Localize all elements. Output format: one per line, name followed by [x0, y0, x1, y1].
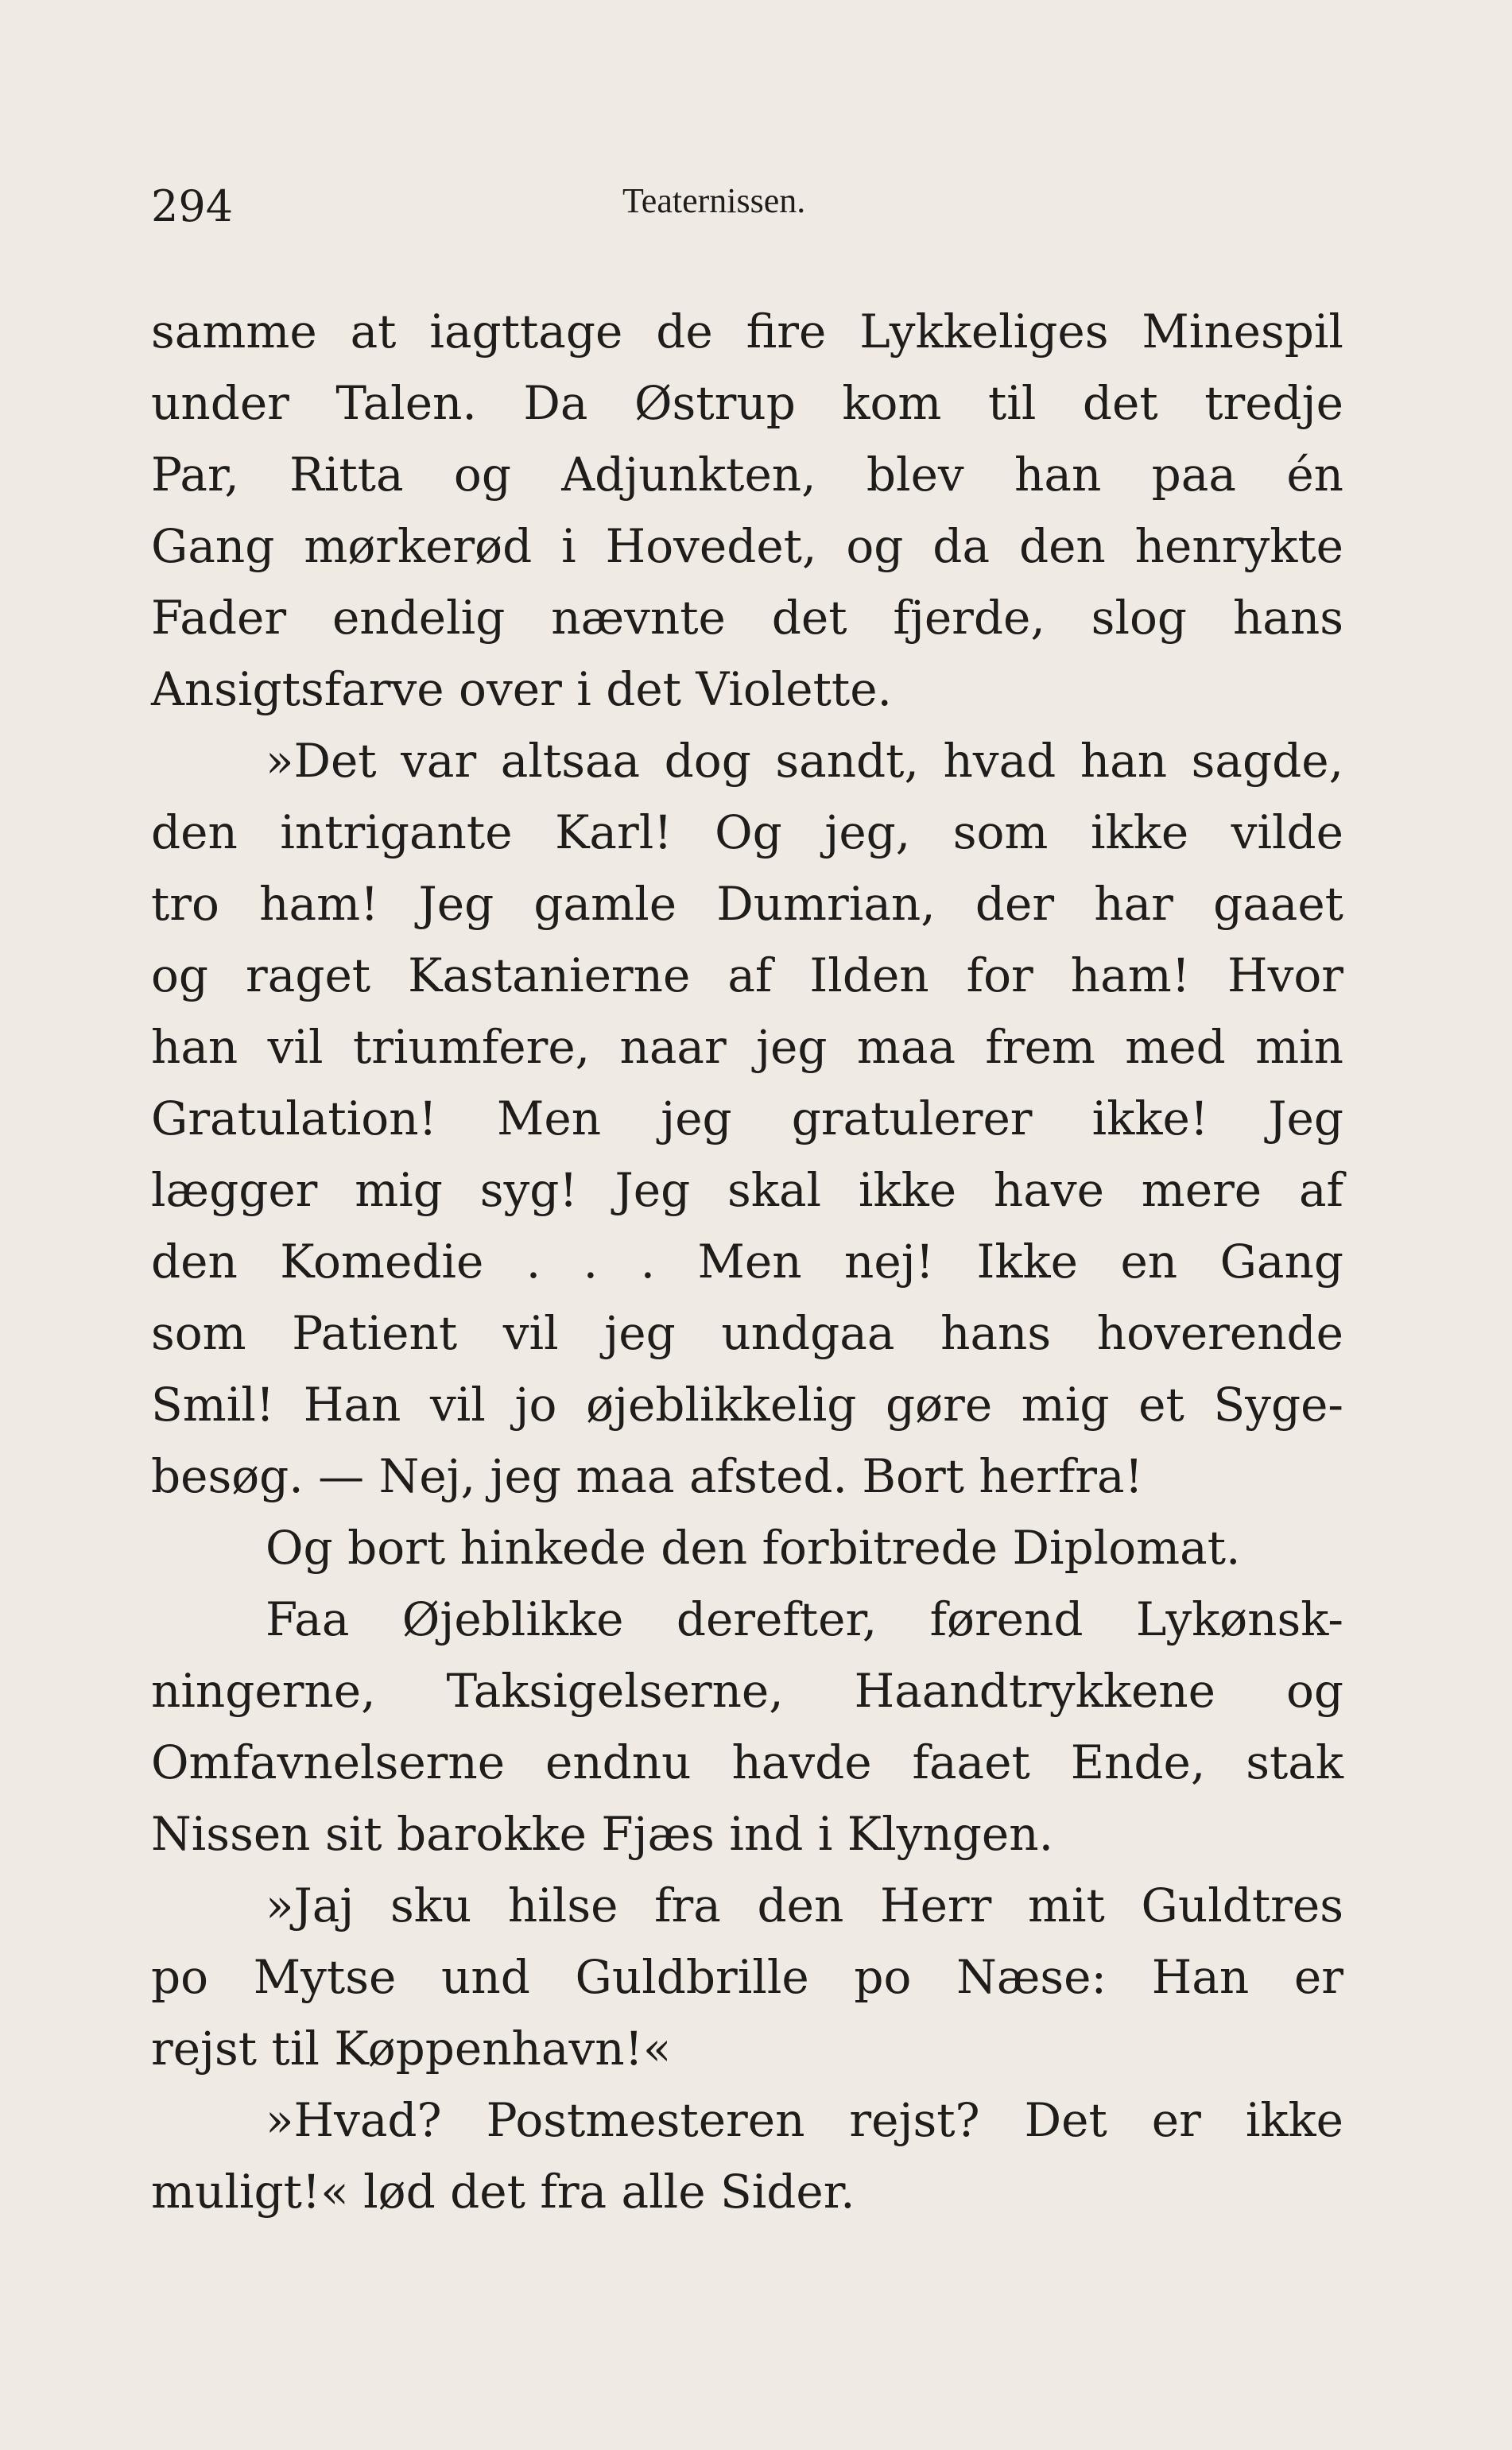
text-line: Gang mørkerød i Hovedet, og da den henrykte	[151, 519, 1343, 573]
running-head	[151, 175, 1336, 238]
text-line: po Mytse und Guldbrille po Næse: Han er	[151, 1950, 1343, 2004]
text-line: »Jaj sku hilse fra den Herr mit Guldtres	[266, 1878, 1343, 1932]
text-line: samme at iagttage de fire Lykkeliges Minespil	[151, 304, 1343, 359]
text-line: ningerne, Taksigelserne, Haandtrykkene og	[151, 1664, 1343, 1718]
text-line: Ansigtsfarve over i det Violette.	[151, 662, 892, 716]
text-line: rejst til Køppenhavn!«	[151, 2022, 672, 2076]
text-line: Faa Øjeblikke derefter, førend Lykønsk-	[266, 1592, 1343, 1646]
text-line: og raget Kastanierne af Ilden for ham! Hvor	[151, 948, 1343, 1002]
text-line: muligt!« lød det fra alle Sider.	[151, 2165, 855, 2219]
text-line: lægger mig syg! Jeg skal ikke have mere af	[151, 1163, 1343, 1217]
text-line: Gratulation! Men jeg gratulerer ikke! Jeg	[151, 1091, 1343, 1146]
text-line: tro ham! Jeg gamle Dumrian, der har gaaet	[151, 877, 1343, 931]
text-line: som Patient vil jeg undgaa hans hoverende	[151, 1306, 1343, 1360]
text-line: han vil triumfere, naar jeg maa frem med min	[151, 1020, 1343, 1074]
text-line: »Det var altsaa dog sandt, hvad han sagde,	[266, 734, 1343, 788]
text-line: besøg. — Nej, jeg maa afsted. Bort herfra!	[151, 1449, 1143, 1503]
text-line: den Komedie . . . Men nej! Ikke en Gang	[151, 1235, 1343, 1289]
text-line: den intrigante Karl! Og jeg, som ikke vilde	[151, 805, 1343, 859]
body-text	[151, 296, 1343, 2227]
text-line: Nissen sit barokke Fjæs ind i Klyngen.	[151, 1807, 1054, 1861]
text-line: Fader endelig nævnte det fjerde, slog hans	[151, 591, 1343, 645]
running-title: Teaternissen.	[622, 181, 806, 220]
text-line: under Talen. Da Østrup kom til det tredje	[151, 376, 1343, 430]
text-line: Omfavnelserne endnu havde faaet Ende, stak	[151, 1735, 1343, 1789]
text-line: Par, Ritta og Adjunkten, blev han paa én	[151, 448, 1343, 502]
text-line: »Hvad? Postmesteren rejst? Det er ikke	[266, 2093, 1343, 2147]
page-number: 294	[151, 181, 234, 231]
text-line: Og bort hinkede den forbitrede Diplomat.	[266, 1521, 1241, 1575]
text-line: Smil! Han vil jo øjeblikkelig gøre mig et Syge-	[151, 1378, 1343, 1432]
